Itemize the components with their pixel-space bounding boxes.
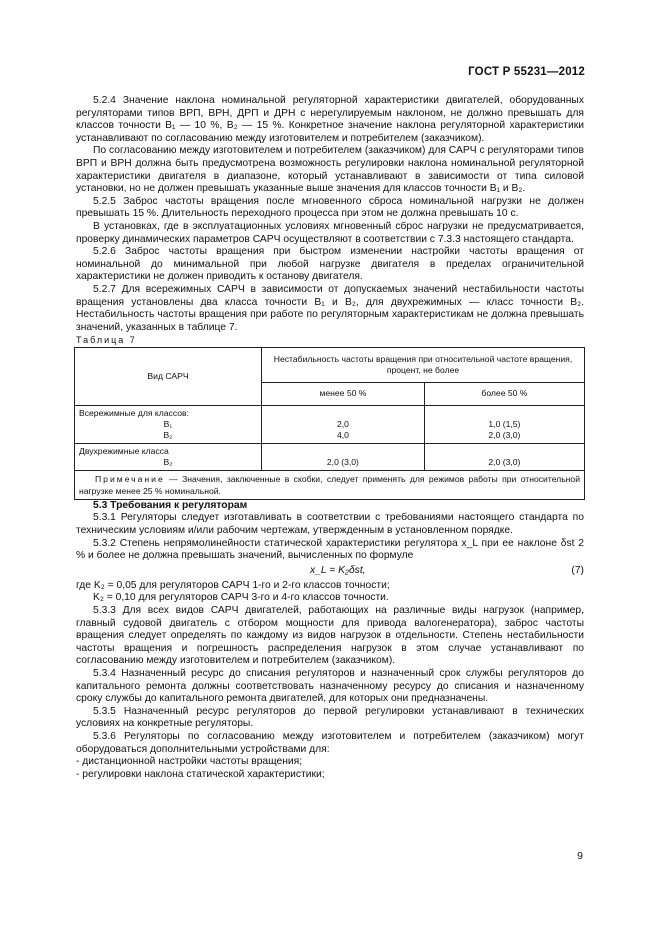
list-item: - дистанционной настройки частоты вращения; (76, 756, 303, 768)
group1-more-1: 1,0 (1,5) (488, 418, 521, 429)
formula-where-2: K₂ = 0,10 для регуляторов САРЧ 3-го и 4-го классов точности. (93, 592, 389, 604)
paragraph-5-3-3: 5.3.3 Для всех видов САРЧ двигателей, работающих на различные виды нагрузок (например, главный судовой двигатель с отбором мощности для привода валогенератора), заброс частоты вращения следует определять по каждому из видов нагрузок в отдельности. Степень нестабильности частоты вращения и погрешность распределения нагрузок в этом случае устанавливают по согласованию между изготовителем и потребителем (заказчиком). (76, 605, 584, 667)
group2-more: 2,0 (3,0) (424, 443, 584, 470)
paragraph-5-2-5-continued: В установках, где в эксплуатационных условиях мгновенный сброс нагрузки не предусматривается, проверку динамических параметров САРЧ осуществляют в соответствии с 7.3.3 настоящего стандарта. (76, 220, 584, 245)
paragraph-5-2-6: 5.2.6 Заброс частоты вращения при быстром изменении настройки частоты вращения от номинальной до минимальной при любой нагрузке двигателя в пределах ограничительной характеристики не должен приводить к останову двигателя. (76, 246, 584, 283)
group1-less-2: 4,0 (336, 429, 349, 440)
formula-7 (76, 565, 584, 580)
group2-class: В₂ (163, 456, 173, 467)
paragraph-5-3-2: 5.3.2 Степень непрямолинейности статической характеристики регулятора x_L при ее наклоне δst 2 % и более не должна превышать значений, вычисленных по формуле (76, 537, 584, 562)
paragraph-5-3-6: 5.3.6 Регуляторы по согласованию между изготовителем и потребителем (заказчиком) могут оборудоваться дополнительными устройствами для: (76, 730, 584, 755)
group1-more-2: 2,0 (3,0) (488, 429, 521, 440)
page-number: 9 (577, 850, 583, 862)
group2-less: 2,0 (3,0) (262, 443, 425, 470)
header-less-50: менее 50 % (262, 382, 425, 405)
paragraph-5-2-4-continued: По согласованию между изготовителем и потребителем (заказчиком) для САРЧ с регуляторами типов ВРП и ВРН должна быть предусмотрена возможность регулировки наклона номинальной регуляторной характеристики двигателя в диапазоне, который устанавливают в зависимости от типа силовой установки, но не должен превышать указанные выше значения для классов точности В₁ и В₂. (76, 145, 584, 195)
header-more-50: более 50 % (424, 382, 584, 405)
table-row (75, 443, 585, 470)
group2-cell (75, 443, 262, 470)
group1-label: Всережимные для классов: (79, 407, 189, 418)
list-item: - регулировки наклона статической характеристики; (76, 768, 325, 780)
formula-where-1: где K₂ = 0,05 для регуляторов САРЧ 1-го и 2-го классов точности; (76, 579, 390, 591)
header-type: Вид САРЧ (75, 347, 262, 405)
paragraph-5-3-4: 5.3.4 Назначенный ресурс до списания регуляторов и назначенный срок службы регуляторов до капитального ремонта должны соответствовать назначенному ресурсу до списания и назначенному сроку службы до капитального ремонта двигателей, для которых они предназначены. (76, 668, 584, 705)
group1-less-cell (262, 405, 425, 443)
group1-more-cell (424, 405, 584, 443)
table-caption: Таблица 7 (76, 335, 137, 346)
paragraph-5-2-5: 5.2.5 Заброс частоты вращения после мгновенного сброса номинальной нагрузки не должен превышать 15 %. Длительность переходного процесса при этом не должна превышать 10 с. (76, 195, 584, 220)
group1-less-1: 2,0 (336, 418, 349, 429)
paragraph-5-2-7: 5.2.7 Для всережимных САРЧ в зависимости от допускаемых значений нестабильности частоты вращения установлены два класса точности В₁ и В₂, для двухрежимных — класс точности В₂. Нестабильность частоты вращения при работе по регуляторным характеристикам не должна превышать значений, указанных в таблице 7. (76, 283, 584, 333)
table-row (75, 405, 585, 443)
group1-class-2: В₂ (163, 429, 173, 440)
formula-expression: x_L = K₂δst, (310, 564, 366, 576)
table-note (75, 470, 585, 499)
table-7 (74, 347, 585, 500)
group1-class-1: В₁ (163, 418, 173, 429)
paragraph-5-3-5: 5.3.5 Назначенный ресурс регуляторов до первой регулировки устанавливают в технических условиях на конкретные регуляторы. (76, 705, 584, 730)
paragraph-5-3-1: 5.3.1 Регуляторы следует изготавливать в соответствии с требованиями настоящего стандарта по техническим условиям и/или рабочим чертежам, утвержденным в установленном порядке. (76, 512, 584, 537)
header-instability: Нестабильность частоты вращения при относительной частоте вращения, процент, не более (262, 347, 585, 382)
group2-label: Двухрежимные класса (79, 445, 169, 456)
page-content (76, 95, 584, 781)
group1-cell (75, 405, 262, 443)
formula-number: (7) (571, 564, 584, 576)
section-5-3-title: 5.3 Требования к регуляторам (93, 499, 248, 511)
standard-header: ГОСТ Р 55231—2012 (468, 66, 585, 78)
paragraph-5-2-4: 5.2.4 Значение наклона номинальной регуляторной характеристики двигателей, оборудованных регуляторами типов ВРП, ВРН, ДРП и ДРН с нерегулируемым наклоном, не должно превышать для классов точности В₁ — 10 %, В₂ — 15 %. Конкретное значение наклона регуляторной характеристики устанавливают по согласованию между изготовителем и потребителем (заказчиком). (76, 95, 584, 144)
note-text: — Значения, заключенные в скобки, следует применять для режимов работы при относительной нагрузке менее 25 % номинальной. (79, 473, 581, 496)
note-label: Примечание (95, 473, 165, 484)
